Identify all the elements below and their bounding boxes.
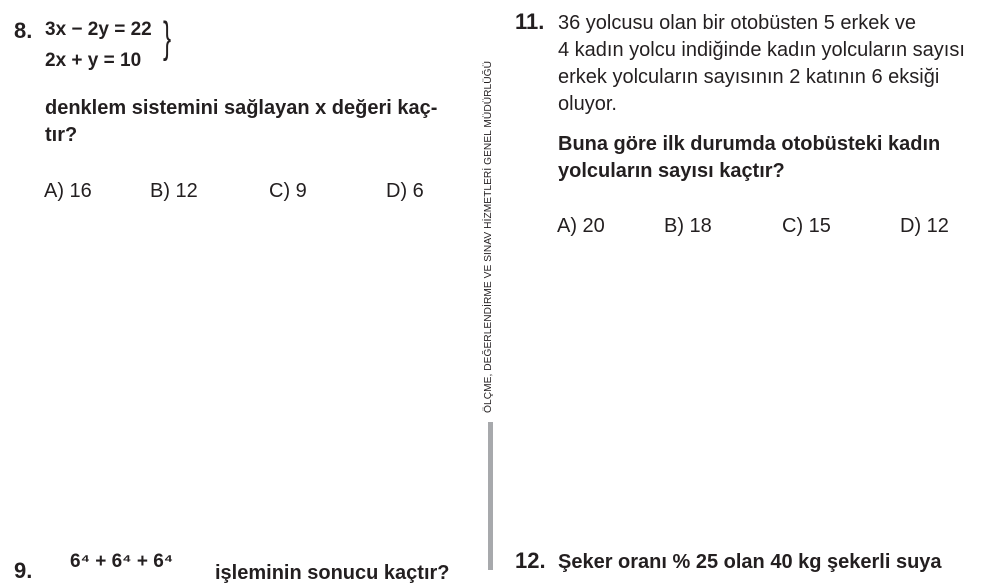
vertical-institution-text: ÖLÇME, DEĞERLENDİRME VE SINAV HİZMETLERİ GENEL MÜDÜRLÜĞÜ — [483, 60, 494, 413]
question-11-line2: 4 kadın yolcu indiğinde kadın yolcuların sayısı — [558, 39, 965, 61]
question-9-text: işleminin sonucu kaçtır? — [215, 562, 450, 584]
q11-option-a[interactable]: A) 20 — [557, 215, 605, 237]
question-11-question-line2: yolcuların sayısı kaçtır? — [558, 160, 785, 182]
column-divider — [488, 422, 493, 570]
q11-option-b[interactable]: B) 18 — [664, 215, 712, 237]
question-11-line4: oluyor. — [558, 93, 617, 115]
question-11-line1: 36 yolcusu olan bir otobüsten 5 erkek ve — [558, 12, 916, 34]
equation-2: 2x + y = 10 — [45, 50, 142, 71]
question-8-number: 8. — [14, 18, 33, 43]
q8-option-a[interactable]: A) 16 — [44, 180, 92, 202]
question-12-number: 12. — [515, 548, 546, 573]
question-9-number: 9. — [14, 558, 33, 583]
equation-1: 3x − 2y = 22 — [45, 19, 152, 40]
question-12-text: Şeker oranı % 25 olan 40 kg şekerli suya — [558, 551, 942, 573]
question-11-line3: erkek yolcuların sayısının 2 katının 6 eksiği — [558, 66, 940, 88]
question-11-question-line1: Buna göre ilk durumda otobüsteki kadın — [558, 133, 941, 155]
question-9-numerator: 6⁴ + 6⁴ + 6⁴ — [70, 551, 174, 572]
question-8-text-line2: tır? — [45, 124, 78, 146]
question-11-number: 11. — [515, 9, 545, 34]
system-brace: } — [163, 13, 172, 62]
question-8-text-line1: denklem sistemini sağlayan x değeri kaç- — [45, 97, 438, 119]
q8-option-b[interactable]: B) 12 — [150, 180, 198, 202]
q11-option-d[interactable]: D) 12 — [900, 215, 949, 237]
q8-option-c[interactable]: C) 9 — [269, 180, 307, 202]
q8-option-d[interactable]: D) 6 — [386, 180, 424, 202]
q11-option-c[interactable]: C) 15 — [782, 215, 831, 237]
